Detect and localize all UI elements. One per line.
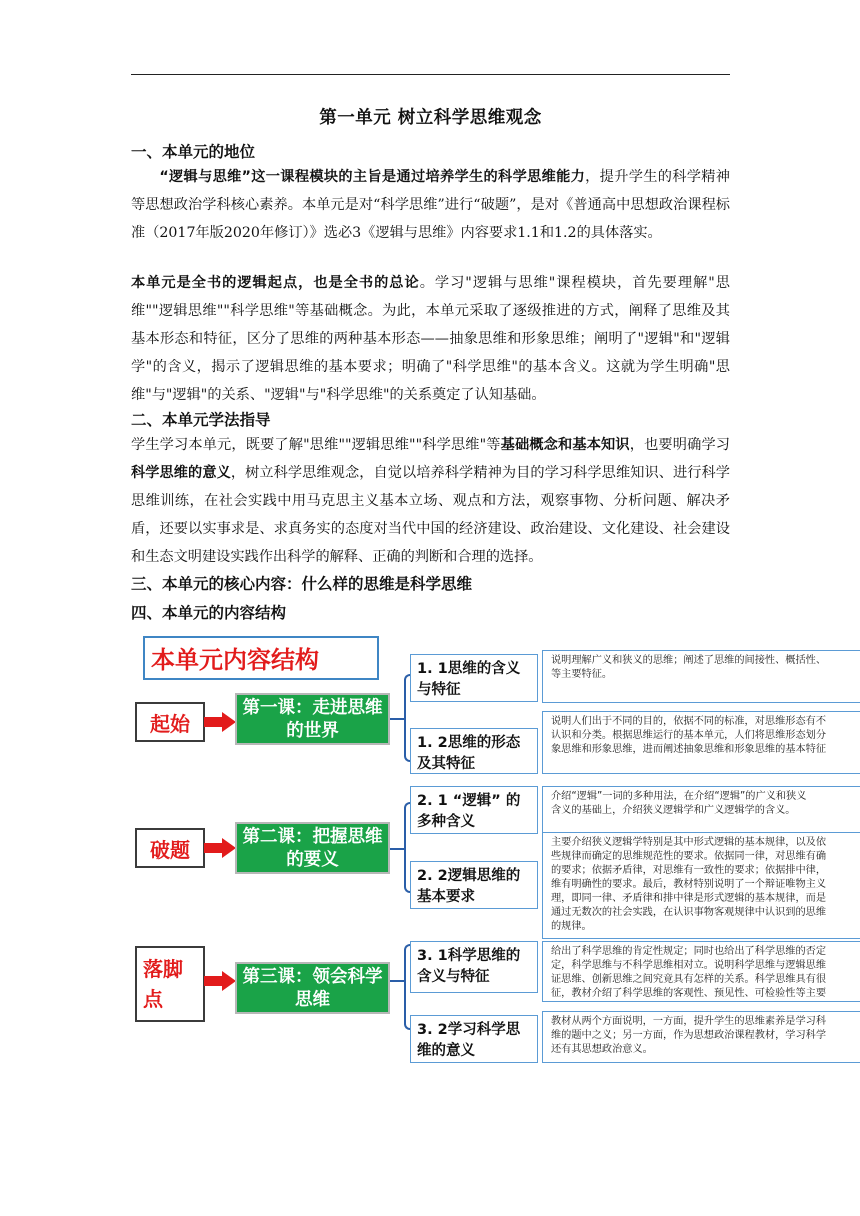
section-2-1-desc: 介绍“逻辑”一词的多种用法，在介绍“逻辑”的广义和狭义 含义的基础上，介绍狭义逻辑学和广义逻辑学的含义。	[542, 786, 860, 834]
section1-paragraph-2	[131, 269, 730, 409]
right-arrow-icon	[204, 971, 236, 991]
section-3-2: 3. 2学习科学思维的意义	[410, 1015, 538, 1063]
section2-text-e: ，树立科学思维观念，自觉以培养科学精神为目的学习科学思维知识、进行科学思维训练，在社会实践中用马克思主义基本立场、观点和方法，观察事物、分析问题、解决矛盾，还要以实事求是、求真务实的态度对当代中国的经济建设、政治建设、文化建设、社会建设和生态文明建设实践作出科学的解释、正确的判断和合理的选择。	[131, 465, 730, 565]
section-heading-1: 一、本单元的地位	[131, 143, 256, 161]
section-1-2-desc: 说明人们出于不同的目的，依据不同的标准，对思维形态有不 认识和分类。根据思维运行的基本单元，人们将思维形态划分 象思维和形象思维，进而阐述抽象思维和形象思维的基本特征	[542, 711, 860, 774]
section-heading-4: 四、本单元的内容结构	[131, 604, 287, 622]
stage-label-landing	[135, 946, 205, 1022]
section2-bold-b: 基础概念和基本知识	[500, 437, 630, 453]
section-2-2-desc: 主要介绍狭义逻辑学特别是其中形式逻辑的基本规律，以及依 些规律而确定的思维规范性的要求。依据同一律，对思维有确 的要求；依据矛盾律，对思维有一致性的要求；依据排中律， 维有明确性的要求。最后，教材特别说明了一个辩证唯物主义 理，即同一律、矛盾律和排中律是形式逻辑的基本规律，而是 通过无数次的社会实践，在认识事物客观规律中认识到的思维 的规律。	[542, 832, 860, 939]
lesson-2: 第二课：把握思维的要义	[235, 822, 390, 874]
stage-label-landing-line2: 点	[143, 987, 163, 1011]
section-3-1-desc: 给出了科学思维的肯定性规定；同时也给出了科学思维的否定 定，科学思维与不科学思维相对立。说明科学思维与逻辑思维 证思维、创新思维之间究竟具有怎样的关系。科学思维具有很 征，教材介绍了科学思维的客观性、预见性、可检验性等主要	[542, 941, 860, 1002]
section1-paragraph-1	[131, 163, 730, 247]
section-1-2: 1. 2思维的形态及其特征	[410, 728, 538, 774]
section-3-2-desc: 教材从两个方面说明，一方面，提升学生的思维素养是学习科 维的题中之义；另一方面，作为思想政治课程教材，学习科学 还有其思想政治意义。	[542, 1011, 860, 1063]
lesson-3: 第三课：领会科学思维	[235, 962, 390, 1014]
header-rule	[131, 74, 730, 75]
lesson-1: 第一课：走进思维的世界	[235, 693, 390, 745]
section1-p1-bold: “逻辑与思维”这一课程模块的主旨是通过培养学生的科学思维能力	[159, 169, 586, 185]
section-2-1: 2. 1 “逻辑” 的多种含义	[410, 786, 538, 834]
section-1-1-desc: 说明理解广义和狭义的思维；阐述了思维的间接性、概括性、 等主要特征。	[542, 650, 860, 703]
stage-label-landing-line1: 落脚	[143, 957, 183, 981]
section-3-1: 3. 1科学思维的含义与特征	[410, 941, 538, 993]
connector	[390, 718, 405, 720]
section2-paragraph	[131, 431, 730, 571]
right-arrow-icon	[204, 712, 236, 732]
section-1-1: 1. 1思维的含义与特征	[410, 654, 538, 702]
section-2-2: 2. 2逻辑思维的基本要求	[410, 861, 538, 909]
section-heading-2: 二、本单元学法指导	[131, 411, 271, 429]
stage-label-start: 起始	[135, 702, 205, 742]
section1-p1-text: ，提升学生的科学精神等思想政治学科核心素养。本单元是对“科学思维”进行“破题”，是对《普通高中思想政治课程标准（2017年版2020年修订）》选必3《逻辑与思维》内容要求1.1和1.2的具体落实。	[131, 169, 730, 241]
connector	[390, 848, 405, 850]
section-heading-3: 三、本单元的核心内容：什么样的思维是科学思维	[131, 575, 473, 593]
stage-label-breakthrough: 破题	[135, 828, 205, 868]
right-arrow-icon	[204, 838, 236, 858]
section1-p2-bold: 本单元是全书的逻辑起点，也是全书的总论	[131, 275, 420, 291]
connector	[390, 980, 405, 982]
section1-p2-text: 。学习"逻辑与思维"课程模块，首先要理解"思维""逻辑思维""科学思维"等基础概念。为此，本单元采取了逐级推进的方式，阐释了思维及其基本形态和特征，区分了思维的两种基本形态——抽象思维和形象思维；阐明了"逻辑"和"逻辑学"的含义，揭示了逻辑思维的基本要求；明确了"科学思维"的基本含义。这就为学生明确"思维"与"逻辑"的关系、"逻辑"与"科学思维"的关系奠定了认知基础。	[131, 275, 730, 403]
diagram-title: 本单元内容结构	[143, 636, 379, 680]
section2-bold-d: 科学思维的意义	[131, 465, 231, 481]
page-title: 第一单元 树立科学思维观念	[319, 108, 542, 128]
section2-text-c: ，也要明确学习	[629, 437, 730, 453]
section2-text-a: 学生学习本单元，既要了解"思维""逻辑思维""科学思维"等	[131, 437, 501, 453]
